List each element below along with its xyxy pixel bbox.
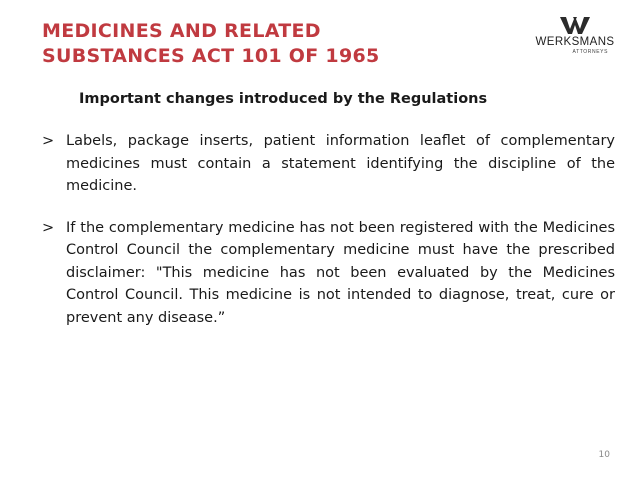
slide-title-line-1: MEDICINES AND RELATED: [42, 20, 321, 42]
logo-subtitle: ATTORNEYS: [572, 49, 608, 55]
bullet-list: [42, 130, 615, 348]
werksmans-w-logo-icon: [560, 17, 590, 34]
logo-name: WERKSMANS: [535, 36, 615, 48]
bullet-marker: >: [42, 133, 55, 149]
werksmans-logo: [530, 17, 620, 55]
section-subheading: Important changes introduced by the Regulations: [79, 91, 488, 107]
page-number: 10: [598, 450, 610, 460]
bullet-text: Labels, package inserts, patient information leaflet of complementary medicines must contain a statement identifying the discipline of the medicine.: [66, 133, 615, 194]
bullet-text: If the complementary medicine has not been registered with the Medicines Control Council the complementary medicine must have the prescribed disclaimer: "This medicine has not been evaluated by the Medicines Control Council. This medicine is not intended to diagnose, treat, cure or prevent any disease.”: [66, 219, 615, 326]
slide-title: [42, 19, 462, 69]
slide-title-line-2: SUBSTANCES ACT 101 OF 1965: [42, 45, 380, 67]
bullet-marker: >: [42, 219, 55, 236]
bullet-item: [42, 217, 615, 330]
bullet-item: [42, 130, 615, 198]
